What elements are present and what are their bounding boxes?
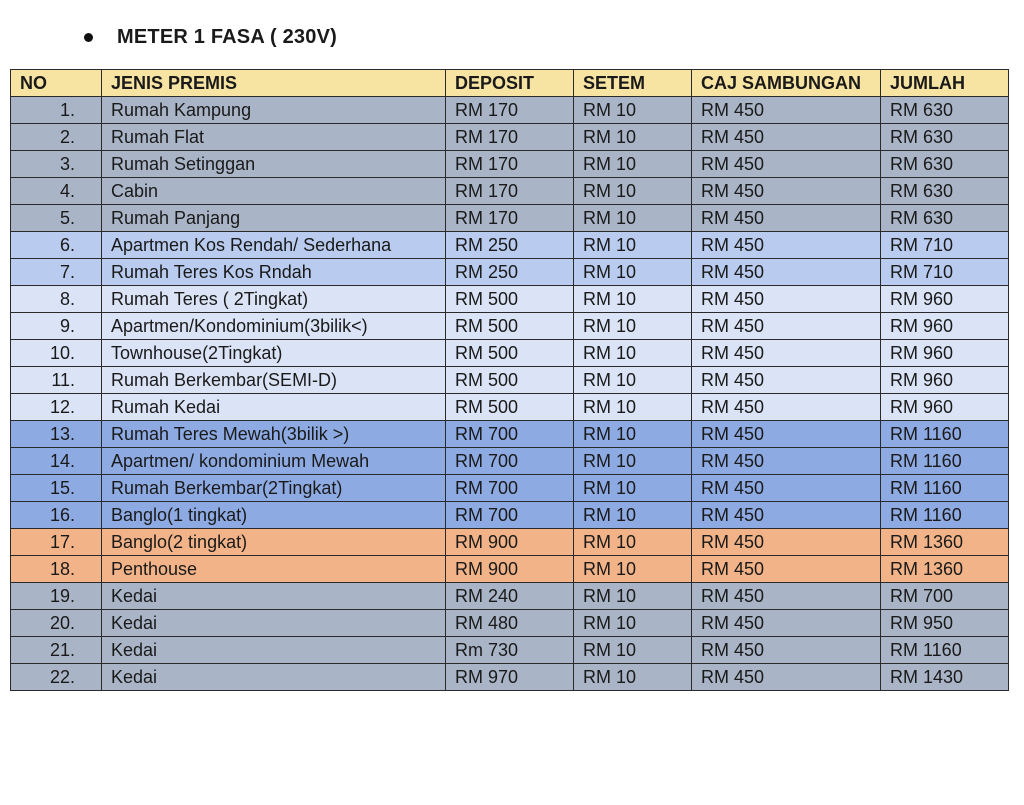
cell-caj: RM 450 bbox=[692, 124, 881, 151]
cell-setem: RM 10 bbox=[574, 394, 692, 421]
cell-no: 14. bbox=[11, 448, 102, 475]
cell-setem: RM 10 bbox=[574, 529, 692, 556]
table-header-row bbox=[11, 70, 1009, 97]
cell-caj: RM 450 bbox=[692, 583, 881, 610]
cell-caj: RM 450 bbox=[692, 205, 881, 232]
cell-premis: Kedai bbox=[102, 637, 446, 664]
cell-deposit: RM 970 bbox=[446, 664, 574, 691]
cell-premis: Apartmen/Kondominium(3bilik<) bbox=[102, 313, 446, 340]
cell-setem: RM 10 bbox=[574, 97, 692, 124]
cell-deposit: RM 500 bbox=[446, 394, 574, 421]
cell-caj: RM 450 bbox=[692, 637, 881, 664]
cell-no: 13. bbox=[11, 421, 102, 448]
cell-jumlah: RM 710 bbox=[881, 232, 1009, 259]
cell-deposit: RM 500 bbox=[446, 340, 574, 367]
cell-setem: RM 10 bbox=[574, 502, 692, 529]
cell-jumlah: RM 710 bbox=[881, 259, 1009, 286]
cell-no: 19. bbox=[11, 583, 102, 610]
cell-setem: RM 10 bbox=[574, 475, 692, 502]
cell-deposit: RM 500 bbox=[446, 286, 574, 313]
cell-jumlah: RM 960 bbox=[881, 340, 1009, 367]
cell-caj: RM 450 bbox=[692, 286, 881, 313]
cell-deposit: Rm 730 bbox=[446, 637, 574, 664]
cell-premis: Banglo(1 tingkat) bbox=[102, 502, 446, 529]
cell-premis: Townhouse(2Tingkat) bbox=[102, 340, 446, 367]
cell-deposit: RM 250 bbox=[446, 259, 574, 286]
cell-no: 7. bbox=[11, 259, 102, 286]
cell-jumlah: RM 1160 bbox=[881, 421, 1009, 448]
cell-setem: RM 10 bbox=[574, 340, 692, 367]
cell-premis: Rumah Kampung bbox=[102, 97, 446, 124]
table-row bbox=[11, 286, 1009, 313]
cell-jumlah: RM 1160 bbox=[881, 448, 1009, 475]
cell-premis: Rumah Setinggan bbox=[102, 151, 446, 178]
cell-premis: Penthouse bbox=[102, 556, 446, 583]
cell-no: 8. bbox=[11, 286, 102, 313]
cell-premis: Apartmen Kos Rendah/ Sederhana bbox=[102, 232, 446, 259]
cell-no: 10. bbox=[11, 340, 102, 367]
table-row bbox=[11, 610, 1009, 637]
cell-deposit: RM 700 bbox=[446, 502, 574, 529]
cell-caj: RM 450 bbox=[692, 502, 881, 529]
section-heading bbox=[84, 22, 337, 52]
cell-setem: RM 10 bbox=[574, 232, 692, 259]
cell-no: 6. bbox=[11, 232, 102, 259]
cell-no: 1. bbox=[11, 97, 102, 124]
cell-deposit: RM 240 bbox=[446, 583, 574, 610]
cell-jumlah: RM 700 bbox=[881, 583, 1009, 610]
cell-jumlah: RM 960 bbox=[881, 367, 1009, 394]
header-deposit: DEPOSIT bbox=[446, 70, 574, 97]
cell-jumlah: RM 1430 bbox=[881, 664, 1009, 691]
table-row bbox=[11, 232, 1009, 259]
bullet-icon bbox=[84, 33, 93, 42]
cell-premis: Kedai bbox=[102, 664, 446, 691]
cell-jumlah: RM 960 bbox=[881, 394, 1009, 421]
cell-deposit: RM 700 bbox=[446, 475, 574, 502]
header-jumlah: JUMLAH bbox=[881, 70, 1009, 97]
header-no: NO bbox=[11, 70, 102, 97]
cell-deposit: RM 500 bbox=[446, 367, 574, 394]
cell-no: 15. bbox=[11, 475, 102, 502]
cell-deposit: RM 250 bbox=[446, 232, 574, 259]
table-row bbox=[11, 556, 1009, 583]
cell-setem: RM 10 bbox=[574, 421, 692, 448]
cell-deposit: RM 170 bbox=[446, 178, 574, 205]
cell-premis: Rumah Panjang bbox=[102, 205, 446, 232]
section-title: METER 1 FASA ( 230V) bbox=[117, 25, 337, 48]
cell-no: 22. bbox=[11, 664, 102, 691]
table-row bbox=[11, 529, 1009, 556]
cell-setem: RM 10 bbox=[574, 556, 692, 583]
cell-caj: RM 450 bbox=[692, 178, 881, 205]
cell-caj: RM 450 bbox=[692, 232, 881, 259]
cell-premis: Kedai bbox=[102, 610, 446, 637]
table-row bbox=[11, 313, 1009, 340]
cell-setem: RM 10 bbox=[574, 448, 692, 475]
cell-premis: Rumah Teres ( 2Tingkat) bbox=[102, 286, 446, 313]
cell-premis: Banglo(2 tingkat) bbox=[102, 529, 446, 556]
cell-premis: Rumah Teres Kos Rndah bbox=[102, 259, 446, 286]
cell-no: 11. bbox=[11, 367, 102, 394]
cell-setem: RM 10 bbox=[574, 286, 692, 313]
cell-caj: RM 450 bbox=[692, 259, 881, 286]
cell-no: 16. bbox=[11, 502, 102, 529]
header-premis: JENIS PREMIS bbox=[102, 70, 446, 97]
table-row bbox=[11, 97, 1009, 124]
cell-jumlah: RM 960 bbox=[881, 313, 1009, 340]
cell-setem: RM 10 bbox=[574, 664, 692, 691]
table-row bbox=[11, 421, 1009, 448]
cell-no: 17. bbox=[11, 529, 102, 556]
cell-jumlah: RM 1360 bbox=[881, 556, 1009, 583]
cell-jumlah: RM 1160 bbox=[881, 637, 1009, 664]
cell-setem: RM 10 bbox=[574, 124, 692, 151]
cell-premis: Rumah Teres Mewah(3bilik >) bbox=[102, 421, 446, 448]
cell-caj: RM 450 bbox=[692, 394, 881, 421]
cell-deposit: RM 170 bbox=[446, 97, 574, 124]
cell-caj: RM 450 bbox=[692, 475, 881, 502]
cell-setem: RM 10 bbox=[574, 259, 692, 286]
cell-no: 4. bbox=[11, 178, 102, 205]
cell-setem: RM 10 bbox=[574, 151, 692, 178]
cell-no: 5. bbox=[11, 205, 102, 232]
cell-caj: RM 450 bbox=[692, 610, 881, 637]
cell-deposit: RM 170 bbox=[446, 205, 574, 232]
table-row bbox=[11, 367, 1009, 394]
cell-caj: RM 450 bbox=[692, 340, 881, 367]
cell-premis: Rumah Kedai bbox=[102, 394, 446, 421]
cell-setem: RM 10 bbox=[574, 583, 692, 610]
cell-caj: RM 450 bbox=[692, 448, 881, 475]
cell-setem: RM 10 bbox=[574, 610, 692, 637]
cell-setem: RM 10 bbox=[574, 367, 692, 394]
cell-jumlah: RM 630 bbox=[881, 97, 1009, 124]
cell-jumlah: RM 1160 bbox=[881, 475, 1009, 502]
cell-jumlah: RM 950 bbox=[881, 610, 1009, 637]
cell-deposit: RM 900 bbox=[446, 556, 574, 583]
cell-no: 20. bbox=[11, 610, 102, 637]
cell-setem: RM 10 bbox=[574, 637, 692, 664]
cell-premis: Rumah Flat bbox=[102, 124, 446, 151]
cell-no: 21. bbox=[11, 637, 102, 664]
table-row bbox=[11, 124, 1009, 151]
table-row bbox=[11, 664, 1009, 691]
cell-deposit: RM 170 bbox=[446, 151, 574, 178]
cell-setem: RM 10 bbox=[574, 178, 692, 205]
cell-deposit: RM 700 bbox=[446, 421, 574, 448]
cell-setem: RM 10 bbox=[574, 205, 692, 232]
cell-deposit: RM 700 bbox=[446, 448, 574, 475]
table-row bbox=[11, 178, 1009, 205]
table-row bbox=[11, 448, 1009, 475]
cell-caj: RM 450 bbox=[692, 529, 881, 556]
header-caj: CAJ SAMBUNGAN bbox=[692, 70, 881, 97]
cell-premis: Cabin bbox=[102, 178, 446, 205]
cell-caj: RM 450 bbox=[692, 664, 881, 691]
cell-jumlah: RM 630 bbox=[881, 151, 1009, 178]
cell-deposit: RM 900 bbox=[446, 529, 574, 556]
tariff-table bbox=[10, 69, 1009, 691]
table-row bbox=[11, 394, 1009, 421]
cell-jumlah: RM 1360 bbox=[881, 529, 1009, 556]
cell-no: 3. bbox=[11, 151, 102, 178]
cell-deposit: RM 480 bbox=[446, 610, 574, 637]
cell-jumlah: RM 630 bbox=[881, 205, 1009, 232]
table-row bbox=[11, 259, 1009, 286]
table-row bbox=[11, 340, 1009, 367]
table-row bbox=[11, 502, 1009, 529]
cell-caj: RM 450 bbox=[692, 151, 881, 178]
cell-caj: RM 450 bbox=[692, 97, 881, 124]
cell-deposit: RM 500 bbox=[446, 313, 574, 340]
cell-no: 12. bbox=[11, 394, 102, 421]
cell-premis: Kedai bbox=[102, 583, 446, 610]
cell-jumlah: RM 630 bbox=[881, 124, 1009, 151]
cell-premis: Apartmen/ kondominium Mewah bbox=[102, 448, 446, 475]
table-body bbox=[11, 97, 1009, 691]
cell-deposit: RM 170 bbox=[446, 124, 574, 151]
cell-caj: RM 450 bbox=[692, 313, 881, 340]
table-row bbox=[11, 475, 1009, 502]
cell-jumlah: RM 1160 bbox=[881, 502, 1009, 529]
table-row bbox=[11, 151, 1009, 178]
cell-caj: RM 450 bbox=[692, 556, 881, 583]
cell-no: 18. bbox=[11, 556, 102, 583]
table-row bbox=[11, 583, 1009, 610]
cell-setem: RM 10 bbox=[574, 313, 692, 340]
cell-premis: Rumah Berkembar(SEMI-D) bbox=[102, 367, 446, 394]
cell-premis: Rumah Berkembar(2Tingkat) bbox=[102, 475, 446, 502]
cell-jumlah: RM 960 bbox=[881, 286, 1009, 313]
table-row bbox=[11, 637, 1009, 664]
cell-no: 9. bbox=[11, 313, 102, 340]
cell-no: 2. bbox=[11, 124, 102, 151]
table-row bbox=[11, 205, 1009, 232]
header-setem: SETEM bbox=[574, 70, 692, 97]
cell-caj: RM 450 bbox=[692, 421, 881, 448]
cell-jumlah: RM 630 bbox=[881, 178, 1009, 205]
cell-caj: RM 450 bbox=[692, 367, 881, 394]
